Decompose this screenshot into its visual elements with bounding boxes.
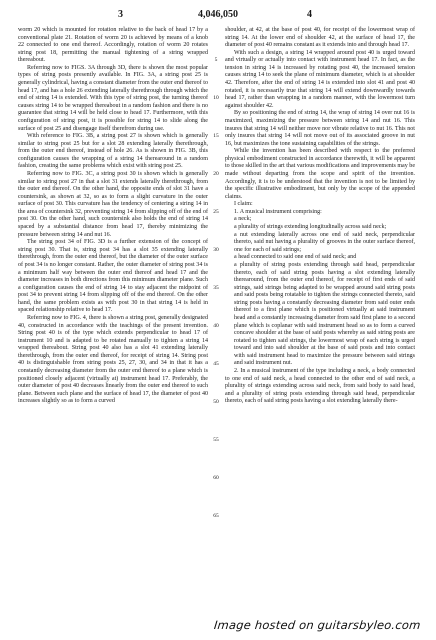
line-number: 65 bbox=[213, 513, 219, 519]
line-number: 15 bbox=[213, 133, 219, 139]
paragraph: With reference to FIG. 3B, a string post 27 is shown which is generally similar to string post 25 but for a slot 28 extending laterally therethrough, from the outer end thereof, instead of hole 26. As is shown in FIG. 3B, this configuration causes the wrapping of a string 14 therearound in a random fashion, creating the same problems which exist with string post 25. bbox=[18, 133, 208, 170]
line-number: 50 bbox=[213, 399, 219, 405]
line-number: 10 bbox=[213, 95, 219, 101]
watermark: Image hosted on guitarsbyleo.com bbox=[213, 618, 422, 632]
claim-element: a head connected to said one end of said neck; and bbox=[234, 254, 357, 261]
paragraph: shoulder, at 42, at the base of post 40, for receipt of the lowermost wrap of string 14. At the lower end of shoulder 42, at the surface of head 17, the diameter of post 40 remains constant as it extends into and through head 17. bbox=[225, 27, 415, 49]
paragraph: Referring now to FIG. 4, there is shown a string post, generally designated 40, constructed in accordance with the teachings of the present invention. String post 40 is of the type which extends perpendicular to head 17 of instrument 10 and is adapted to be rotated manually to tighten a string 14 wrapped thereabout. String post 40 also has a slot 41 extending laterally therethrough, from the outer end thereof, for receipt of string 14. String post 40 is distinguishable from string posts 25, 27, 30, and 34 in that it has a constantly decreasing diameter from the outer end thereof to a plane which is positioned closely adjacent (virtually at) instrument head 17. Preferably, the outer diameter of post 40 decreases linearly from the outer end thereof to such plane. Between such plane and the surface of head 17, the diameter of post 40 increases slightly so as to form a curved bbox=[18, 314, 208, 405]
claim-element: a neck; bbox=[234, 216, 252, 223]
paragraph: The string post 34 of FIG. 3D is a further extension of the concept of string post 30. That is, string post 34 has a slot 35 extending laterally therethrough, from the outer end thereof, but the diameter of the outer surface of post 34 is no longer constant. Rather, the outer diameter of string post 34 is a minimum half way between the outer end thereof and head 17 and the diameter increases in both directions from this minimum diameter plane. Such a configuration causes the end of string 14 to stay adjacent the midpoint of post 34 to prevent string 14 from slipping off of the end thereof. On the other hand, the same problem exists as with post 30 in that string 14 is held in spaced relationship relative to head 17. bbox=[18, 239, 208, 314]
paragraph: worm 20 which is mounted for rotation relative to the back of head 17 by a conventional plate 21. Rotation of worm 20 is achieved by means of a knob 22 connected to one end thereof. Accordingly, rotation of worm 20 rotates string post 18, permitting the manual tightening of a string wrapped thereabout. bbox=[18, 27, 208, 64]
claim-element: a plurality of strings extending longitudinally across said neck; bbox=[234, 224, 387, 231]
paragraph: While the invention has been described with respect to the preferred physical embodiment constructed in accordance therewith, it will be apparent to those skilled in the art that various modifications and improvements may be made without departing from the scope and spirit of the invention. Accordingly, it is to be understood that the invention is not to be limited by the specific illustrative embodiment, but only by the scope of the appended claims. bbox=[225, 148, 415, 200]
paragraph: By so positioning the end of string 14, the wrap of string 14 over nut 16 is maximized, maximizing the pressure between string 14 and nut 16. This insures that string 14 will neither move nor vibrate relative to nut 16. This not only insures that string 14 will not move out of its associated groove in nut 16, but maximizes the tone sustaining capabilities of the strings. bbox=[225, 110, 415, 147]
claim-2: 2. In a musical instrument of the type including a neck, a body connected to one end of said neck, a head connected to the other end of said neck, a plurality of strings extending across said neck, from said body to said head, and a plurality of string posts extending through said head, perpendicular thereto, each of said string posts having a slot extending laterally there- bbox=[225, 368, 415, 405]
claim-element: a nut extending laterally across one end of said neck, perpendicular thereto, said nut having a plurality of grooves in the outer surface thereof, one for each of said strings; bbox=[234, 231, 415, 253]
line-number: 55 bbox=[213, 437, 219, 443]
page-number-left: 3 bbox=[118, 9, 123, 20]
line-number: 20 bbox=[213, 171, 219, 177]
line-number: 35 bbox=[213, 285, 219, 291]
line-number-gutter bbox=[208, 27, 224, 587]
paragraph: Referring now to FIG. 3C, a string post 30 is shown which is generally similar to string post 27 in that a slot 31 extends laterally therethrough, from the outer end thereof. On the other hand, the opposite ends of slot 31 have a countersink, as shown at 32, so as to form a slight curvature in the outer surface of post 30. This curvature has the tendency of centering a string 14 in the area of countersink 32, preventing string 14 from slipping off of the end of post 30. On the other hand, such countersink also holds the end of string 14 spaced by a substantial distance from head 17, thereby minimizing the pressure between string 14 and nut 16. bbox=[18, 170, 208, 238]
line-number: 60 bbox=[213, 475, 219, 481]
patent-number: 4,046,050 bbox=[198, 9, 238, 20]
page-header bbox=[0, 9, 436, 23]
left-column bbox=[18, 27, 208, 406]
line-number: 40 bbox=[213, 323, 219, 329]
right-column bbox=[225, 27, 415, 406]
paragraph: Referring now to FIGS. 3A through 3D, there is shown the most popular types of string posts presently available. In FIG. 3A, a string post 25 is generally cylindrical, having a constant diameter from the outer end thereof to head 17, and has a hole 26 extending laterally therethrough through which the end of string 14 is extended. With this type of string post, the turning thereof causes string 14 to be wrapped thereabout in a random fashion and there is no guarantee that string 14 will be held close to head 17. Furthermore, with this configuration of string post, it is possible for string 14 to slide along the surface of post 25 and disengage itself therefrom during use. bbox=[18, 64, 208, 132]
claims-heading: I claim: bbox=[234, 201, 253, 208]
line-number: 5 bbox=[214, 57, 218, 63]
line-number: 30 bbox=[213, 247, 219, 253]
paragraph: With such a design, a string 14 wrapped around post 40 is urged toward and virtually or actually into contact with instrument head 17. In fact, as the tension in string 14 is increased by rotating post 40, the increased tension causes string 14 to seek the plane of minimum diameter, which is at shoulder 42. Therefore, after the end of string 14 is extended into slot 41 and post 40 rotated, it is necessarily true that string 14 will extend downwardly towards head 17, rather than wrapping in a random manner, with the lowermost turn against shoulder 42. bbox=[225, 49, 415, 109]
line-number: 45 bbox=[213, 361, 219, 367]
line-number: 25 bbox=[213, 209, 219, 215]
page-number-right: 4 bbox=[307, 9, 312, 20]
claim-1-intro: 1. A musical instrument comprising: bbox=[234, 208, 322, 215]
claim-element: a plurality of string posts extending through said head, perpendicular thereto, each of said string posts having a slot extending laterally therearound, from the outer end thereof, for receipt of first ends of said strings, said strings being adapted to be wrapped around said string posts and said posts being rotatable to tighten the strings connected thereto, said string posts having a constantly decreasing diameter from said outer ends thereof to a first plane which is positioned virtually at said instrument head and a constantly increasing diameter from said first plane to a second plane which is coplanar with said instrument head so as to form a curved concave shoulder at the base of said posts whereby as said string posts are rotated to tighten said strings, the lowermost wrap of each string is urged toward and into said shoulder at the base of said posts and into contact with said instrument head to maximize the pressure between said strings and said instrument nut. bbox=[234, 261, 415, 367]
